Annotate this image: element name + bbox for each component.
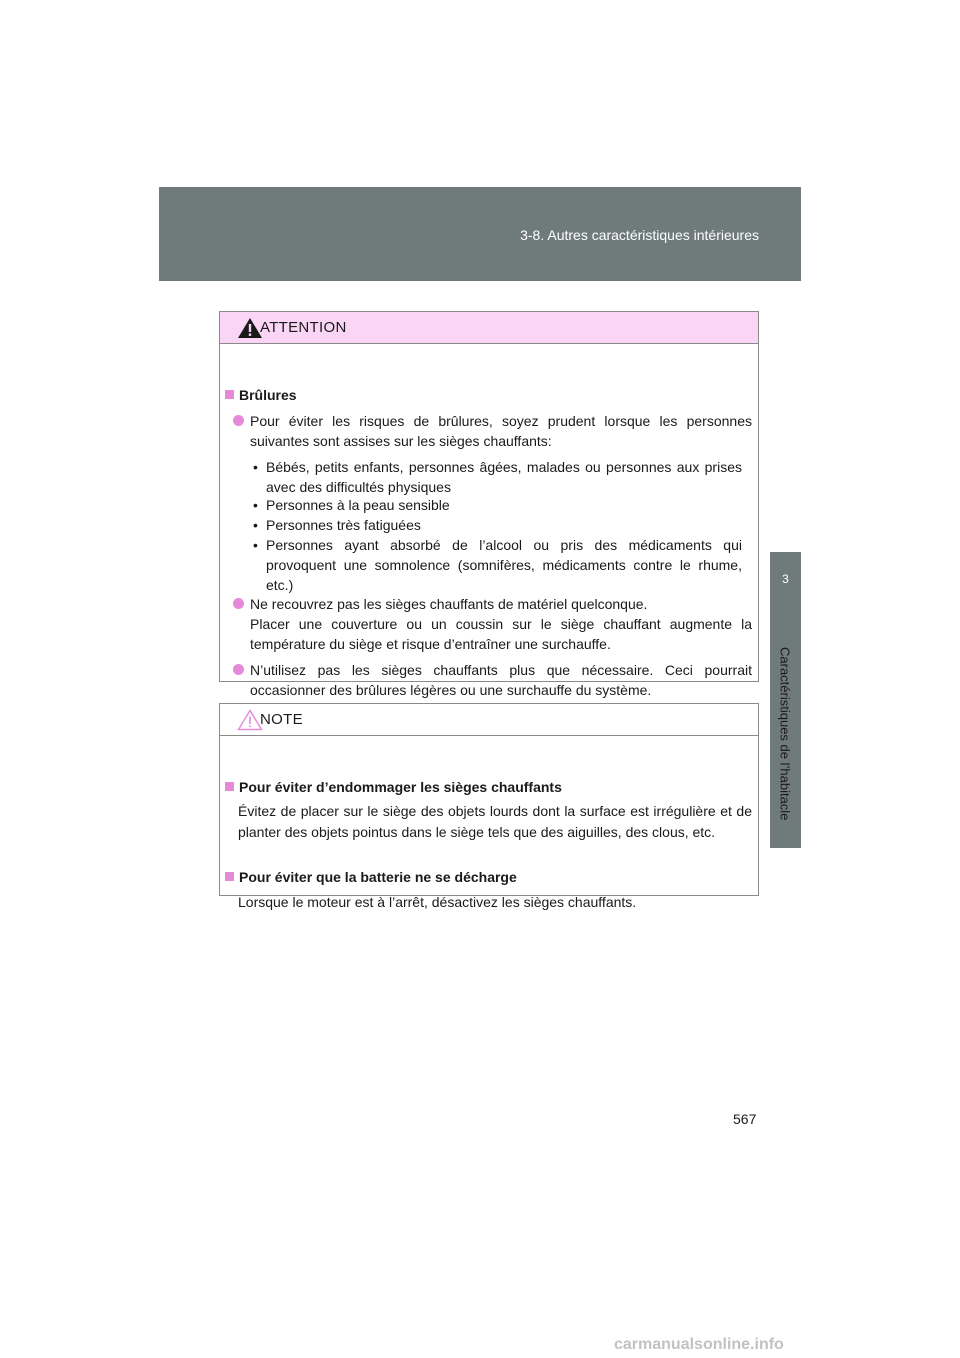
attention-bullet-3: N’utilisez pas les sièges chauffants plus que nécessaire. Ceci pourrait occasionner des brûlures légères ou une surchauffe du système. bbox=[233, 660, 752, 700]
note-title: NOTE bbox=[260, 711, 303, 728]
note-heading-1: Pour éviter d’endommager les sièges chauffants bbox=[225, 779, 562, 795]
note-text-2: Lorsque le moteur est à l’arrêt, désactivez les sièges chauffants. bbox=[238, 894, 637, 910]
sub-item: • Bébés, petits enfants, personnes âgées, malades ou personnes aux prises avec des difficultés physiques bbox=[253, 459, 742, 495]
attention-bullet-2: Ne recouvrez pas les sièges chauffants de matériel quelconque. Placer une couverture ou un coussin sur le siège chauffant augmente la température du siège et risque d’entraîner une surchauffe. bbox=[233, 594, 752, 654]
watermark-url: carmanualsonline.info bbox=[614, 1336, 784, 1353]
note-text-1: Évitez de placer sur le siège des objets lourds dont la surface est irrégulière et de planter des objets pointus dans le siège tels que des aiguilles, des clous, etc. bbox=[238, 803, 752, 840]
attention-bullet-1: Pour éviter les risques de brûlures, soyez prudent lorsque les personnes suivantes sont assises sur les sièges chauffants: bbox=[233, 411, 752, 451]
chapter-label-text: Caractéristiques de l’habitacle bbox=[777, 647, 793, 821]
round-bullet-icon bbox=[233, 598, 244, 609]
round-bullet-icon bbox=[233, 415, 244, 426]
attention-header bbox=[220, 312, 758, 344]
square-bullet-icon bbox=[225, 872, 234, 881]
sub-item: • Personnes à la peau sensible bbox=[253, 497, 450, 513]
attention-heading: Brûlures bbox=[225, 387, 297, 403]
square-bullet-icon bbox=[225, 782, 234, 791]
note-box bbox=[219, 703, 759, 910]
note-heading-2: Pour éviter que la batterie ne se décharge bbox=[225, 869, 517, 885]
section-title: 3-8. Autres caractéristiques intérieures bbox=[520, 227, 759, 243]
attention-title: ATTENTION bbox=[260, 319, 347, 336]
chapter-number: 3 bbox=[782, 572, 789, 586]
page-number: 567 bbox=[733, 1111, 757, 1127]
note-header bbox=[220, 704, 758, 736]
round-bullet-icon bbox=[233, 664, 244, 675]
sub-item: • Personnes ayant absorbé de l’alcool ou pris des médicaments qui provoquent une somnolence (somnifères, médicaments contre le rhume, etc.) bbox=[253, 537, 742, 593]
chapter-label bbox=[774, 636, 796, 832]
square-bullet-icon bbox=[225, 390, 234, 399]
sub-item: • Personnes très fatiguées bbox=[253, 517, 421, 533]
attention-box bbox=[219, 311, 759, 698]
header-band bbox=[159, 187, 801, 281]
